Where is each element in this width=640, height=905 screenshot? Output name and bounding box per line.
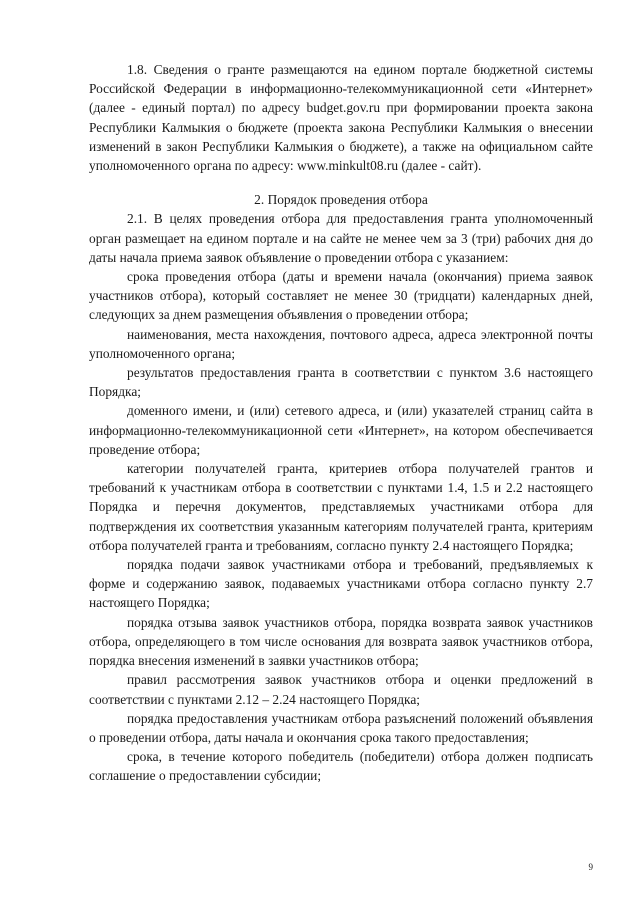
- document-page: [89, 60, 593, 786]
- list-item: правил рассмотрения заявок участников отбора и оценки предложений в соответствии с пунктами 2.12 – 2.24 настоящего Порядка;: [89, 672, 593, 707]
- paragraph-2-1: 2.1. В целях проведения отбора для предоставления гранта уполномоченный орган размещает на едином портале и на сайте не менее чем за 3 (три) рабочих дня до даты начала приема заявок объявление о проведении отбора с указанием:: [89, 211, 593, 265]
- list-item: порядка предоставления участникам отбора разъяснений положений объявления о проведении отбора, даты начала и окончания срока такого предоставления;: [89, 710, 593, 745]
- section-2-title: 2. Порядок проведения отбора: [254, 192, 428, 208]
- list-item: категории получателей гранта, критериев отбора получателей грантов и требований к участникам отбора в соответствии с пунктами 1.4, 1.5 и 2.2 настоящего Порядка и перечня документов, представляемых участниками отбора для подтверждения их соответствия указанным категориям получателей гранта, критериям отбора получателей гранта и требованиям, согласно пункту 2.4 настоящего Порядка;: [89, 461, 593, 553]
- list-item: срока, в течение которого победитель (победители) отбора должен подписать соглашение о предоставлении субсидии;: [89, 749, 593, 784]
- list-item: порядка подачи заявок участниками отбора и требований, предъявляемых к форме и содержанию заявок, подаваемых участниками отбора согласно пункту 2.7 настоящего Порядка;: [89, 557, 593, 611]
- paragraph-1-8: 1.8. Сведения о гранте размещаются на едином портале бюджетной системы Российской Федерации в информационно-телекоммуникационной сети «Интернет» (далее - единый портал) по адресу budget.gov.ru при формировании проекта закона Республики Калмыкия о бюджете (проекта закона Республики Калмыкия о внесении изменений в закон Республики Калмыкия о бюджете), а также на официальном сайте уполномоченного органа по адресу: www.minkult08.ru (далее - сайт).: [89, 62, 593, 174]
- page-number: 9: [588, 862, 593, 872]
- list-item: результатов предоставления гранта в соответствии с пунктом 3.6 настоящего Порядка;: [89, 365, 593, 400]
- list-item: срока проведения отбора (даты и времени начала (окончания) приема заявок участников отбора), который составляет не менее 30 (тридцати) календарных дней, следующих за днем размещения объявления о проведении отбора;: [89, 269, 593, 323]
- list-item: доменного имени, и (или) сетевого адреса, и (или) указателей страниц сайта в информационно-телекоммуникационной сети «Интернет», на котором обеспечивается проведение отбора;: [89, 403, 593, 457]
- list-item: наименования, места нахождения, почтового адреса, адреса электронной почты уполномоченного органа;: [89, 326, 593, 361]
- list-item: порядка отзыва заявок участников отбора, порядка возврата заявок участников отбора, определяющего в том числе основания для возврата заявок участников отбора, порядка внесения изменений в заявки участников отбора;: [89, 614, 593, 669]
